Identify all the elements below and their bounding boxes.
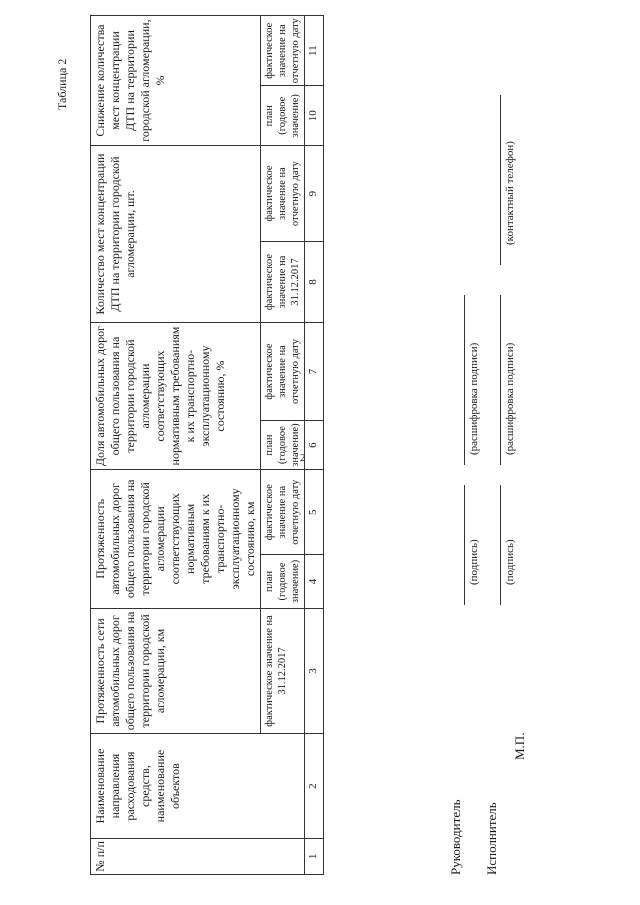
column-number: 1 [305,838,324,874]
executor-label: Исполнитель [484,802,499,875]
header-accident-reduction: Снижение количества мест концентрации ДТП на территории городской агломерации, % [91,16,261,146]
header-network-length: Протяженность сети автомобильных дорог общего пользования на территории городской агломерации, км [91,608,261,734]
subheader-fact-report: фактическое значение на отчетную дату [261,470,305,555]
column-number: 5 [305,470,324,555]
subheader-fact-2017: фактическое значение на 31.12.2017 [261,608,305,734]
subheader-plan: план (годовое значение) [261,421,305,470]
table-caption: Таблица 2 [55,58,69,110]
head-signature-hint: (подпись) [468,539,480,585]
column-number: 4 [305,555,324,608]
column-number: 9 [305,146,324,242]
page-number: 2 [300,452,306,464]
column-number: 7 [305,323,324,421]
subheader-fact-2017: фактическое значение на 31.12.2017 [261,242,305,323]
head-decoding-hint: (расшифровка подписи) [468,342,480,455]
head-label: Руководитель [448,799,463,875]
head-decoding-line [464,295,465,465]
column-number: 2 [305,734,324,838]
header-row [91,16,261,875]
executor-signature-hint: (подпись) [504,539,516,585]
head-signature-line [464,485,465,605]
indicators-table [90,15,324,875]
executor-decoding-hint: (расшифровка подписи) [504,342,516,455]
column-number: 11 [305,16,324,86]
column-number: 10 [305,86,324,146]
executor-phone-hint: (контактный телефон) [504,141,516,245]
executor-decoding-line [500,295,501,465]
executor-signature-line [500,485,501,605]
subheader-fact-report: фактическое значение на отчетную дату [261,146,305,242]
header-direction: Наименование направления расходования средств, наименование объектов [91,734,305,838]
subheader-fact-report: фактическое значение на отчетную дату [261,16,305,86]
column-number: 8 [305,242,324,323]
header-number: № п/п [91,838,305,874]
executor-phone-line [500,95,501,265]
column-number: 3 [305,608,324,734]
column-number-row [305,16,324,875]
subheader-plan: план (годовое значение) [261,86,305,146]
seal-label: М.П. [512,732,527,760]
header-compliant-length: Протяженность автомобильных дорог общего пользования на территории городской агломерации соответствующих нормативным требованиям к их транспортно-эксплуатационному состоянию, км [91,470,261,609]
header-accident-spots: Количество мест концентрации ДТП на территории городской агломерации, шт. [91,146,261,323]
header-compliant-share: Доля автомобильных дорог общего пользования на территории городской агломерации соответствующих нормативным требованиям к их транспортно-эксплуатационному состоянию, % [91,323,261,470]
subheader-plan: план (годовое значение) [261,555,305,608]
column-number: 6 [305,421,324,470]
subheader-fact-report: фактическое значение на отчетную дату [261,323,305,421]
